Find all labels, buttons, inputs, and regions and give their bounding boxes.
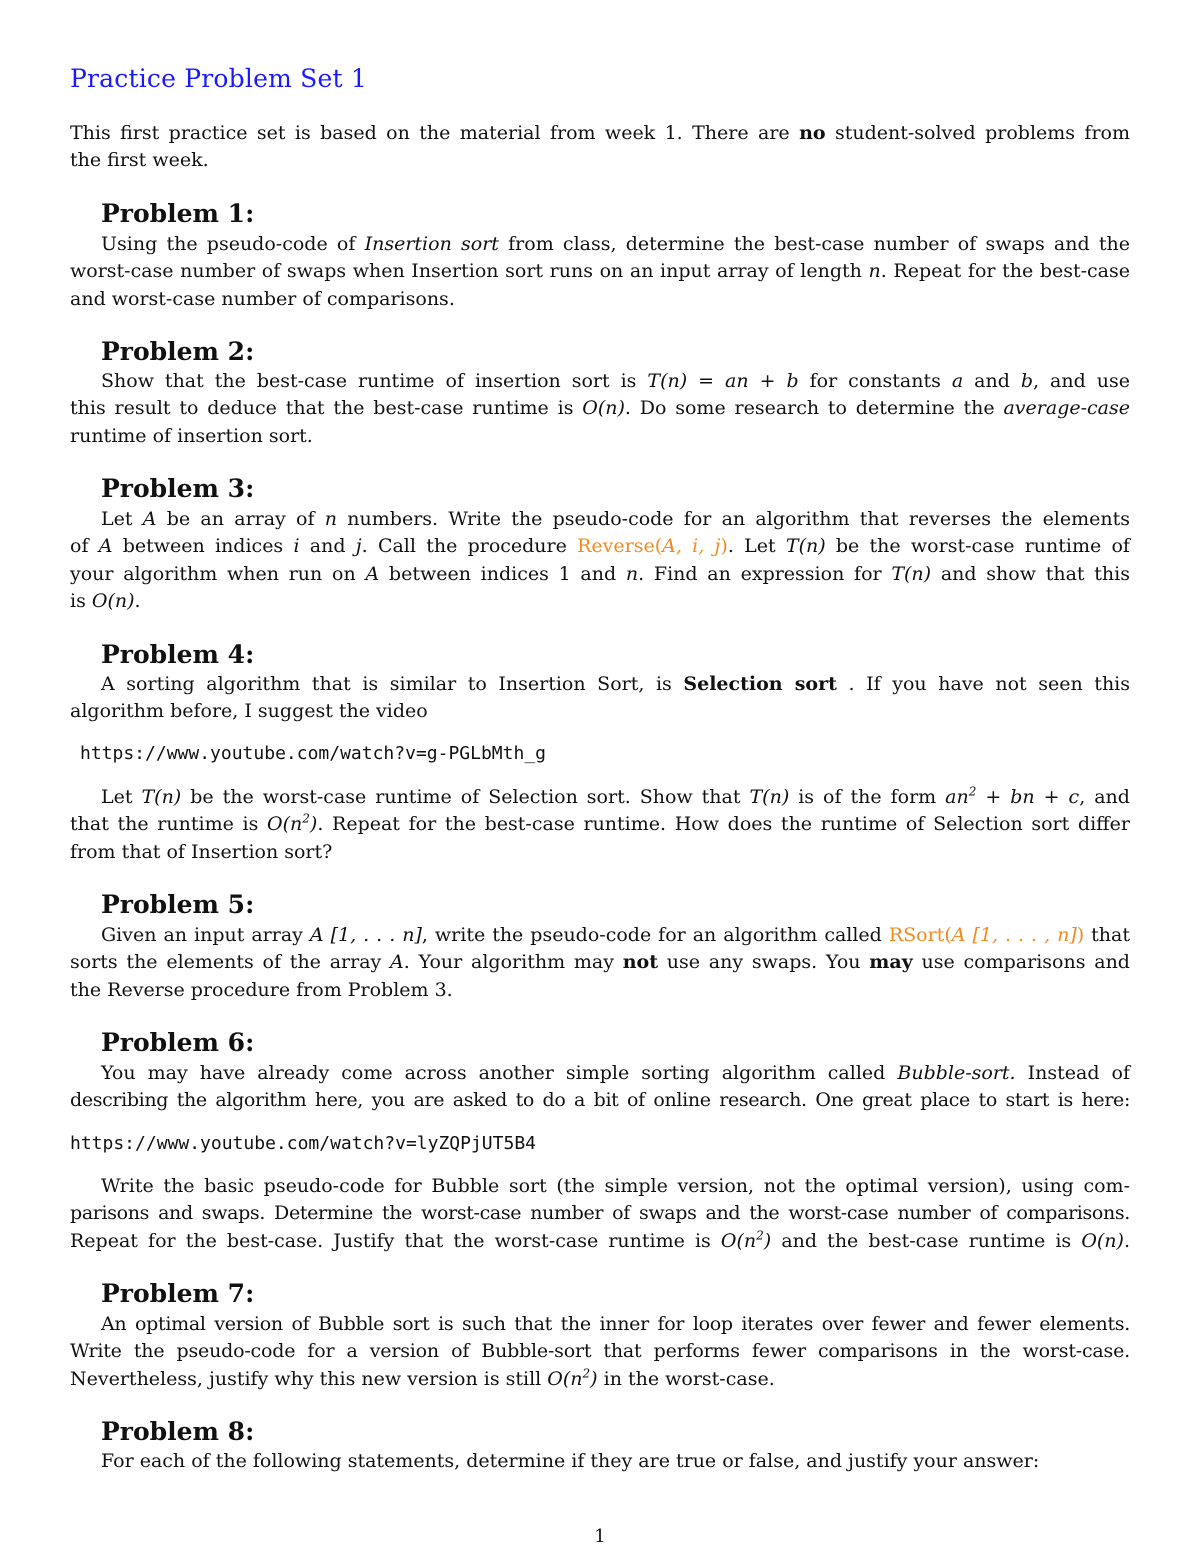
problem-1-body: Using the pseudo-code of Insertion sort from class, determine the best-case number of swaps and the worst-case number of swaps when Insertion sort runs on an input array of length n. Repeat for the best-case and worst-case number of comparisons. — [70, 233, 1130, 310]
problem-7-body: An optimal version of Bubble sort is such that the inner for loop iterates over fewer and fewer elements. Write the pseudo-code for a version of Bubble-sort that performs fewer comparisons in the worst-case. Nevertheless, justify why this new version is still $O(n^2)$ in the worst-case. — [70, 1313, 1130, 1390]
selection-sort-video-link[interactable]: https://www.youtube.com/watch?v=g-PGLbMth_g — [80, 743, 546, 764]
rsort-procedure-name: RSort(A [1, . . . , n]) — [888, 924, 1085, 946]
problem-8-body: For each of the following statements, determine if they are true or false, and justify your answer: — [101, 1450, 1040, 1472]
problem-3-heading: Problem 3: — [101, 474, 255, 503]
reverse-procedure-name: Reverse(A, i, j) — [577, 535, 728, 558]
page-number: 1 — [594, 1526, 606, 1547]
problem-5-heading: Problem 5: — [101, 890, 255, 919]
problem-5-body: Given an input array A [1, . . . n], write the pseudo-code for an algorithm called RSort(A [1, . . . , n]) that sorts the elements of the array A. Your algorithm may not use any swaps. You may use comparisons and the Reverse procedure from Problem 3. — [70, 924, 1131, 1001]
problem-8-heading: Problem 8: — [101, 1417, 255, 1446]
problem-6-body-continued: Write the basic pseudo-code for Bubble sort (the simple version, not the optimal version), using com- parisons and swaps. Determine the worst-case number of swaps and the worst-case number of comparisons. Repeat for the best-case. Justify that the worst-case runtime is $O(n^2)$ and the best-case runtime is O(n). — [70, 1175, 1130, 1252]
bubble-sort-video-link[interactable]: https://www.youtube.com/watch?v=lyZQPjUT5B4 — [70, 1133, 536, 1154]
problem-3-body: Let A be an array of n numbers. Write the pseudo-code for an algorithm that reverses the elements of A between indices i and j. Call the procedure Reverse(A, i, j). Let T(n) be the worst-case runtime of your algorithm when run on A between indices 1 and n. Find an expression for T(n) and show that this is O(n). — [70, 508, 1131, 612]
problem-4-body-continued: Let T(n) be the worst-case runtime of Selection sort. Show that T(n) is of the form $an^2$ + bn + c, and that the runtime is $O(n^2)$. Repeat for the best-case runtime. How does the runtime of Selection sort differ from that of Insertion sort? — [70, 784, 1130, 863]
intro-paragraph: This first practice set is based on the material from week 1. There are no student-solved problems from the first week. — [70, 122, 1130, 172]
problem-2-body: Show that the best-case runtime of insertion sort is T(n) = an + b for constants a and b, and use this result to deduce that the best-case runtime is O(n). Do some research to determine the average-case runtime of insertion sort. — [70, 370, 1130, 447]
problem-2-heading: Problem 2: — [101, 337, 255, 366]
problem-4-heading: Problem 4: — [101, 640, 255, 669]
problem-1-heading: Problem 1: — [101, 199, 255, 228]
page-title: Practice Problem Set 1 — [70, 64, 367, 93]
problem-6-heading: Problem 6: — [101, 1028, 255, 1057]
problem-4-body: A sorting algorithm that is similar to Insertion Sort, is Selection sort . If you have not seen this algorithm before, I suggest the video — [70, 673, 1131, 723]
problem-7-heading: Problem 7: — [101, 1279, 255, 1308]
problem-6-body: You may have already come across another simple sorting algorithm called Bubble-sort. Instead of describing the algorithm here, you are asked to do a bit of online research. One great place to start is here: — [70, 1062, 1131, 1112]
